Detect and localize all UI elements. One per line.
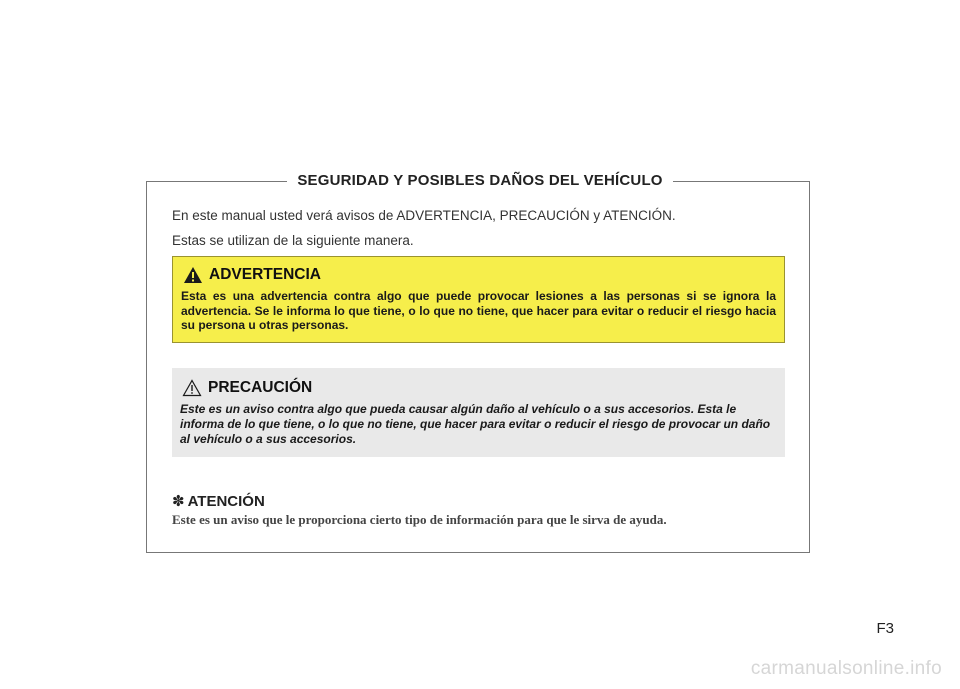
warning-triangle-outline-icon <box>182 379 202 397</box>
note-header <box>172 492 265 510</box>
note-title: ATENCIÓN <box>187 492 265 510</box>
asterisk-icon: ✽ <box>172 493 185 510</box>
warning-triangle-filled-icon <box>183 266 203 284</box>
caution-box <box>172 368 785 457</box>
page-number: F3 <box>876 620 894 637</box>
note-text: Este es un aviso que le proporciona cierto tipo de información para que le sirva de ayuda. <box>172 512 667 527</box>
warning-title: ADVERTENCIA <box>209 266 321 283</box>
caution-header <box>180 378 777 398</box>
section-title <box>0 171 960 191</box>
section-title-text: SEGURIDAD Y POSIBLES DAÑOS DEL VEHÍCULO <box>287 172 672 189</box>
caution-text: Este es un aviso contra algo que pueda causar algún daño al vehículo o a sus accesorios. Esta le informa de lo que tiene, o lo que no tiene, que hacer para evitar o reducir el riesgo de provocar un daño al vehículo o a sus accesorios. <box>180 402 771 446</box>
intro-line-2: Estas se utilizan de la siguiente manera. <box>172 233 414 248</box>
warning-header <box>181 265 776 285</box>
watermark: carmanualsonline.info <box>750 658 942 679</box>
caution-title: PRECAUCIÓN <box>208 379 313 396</box>
warning-text: Esta es una advertencia contra algo que puede provocar lesiones a las personas si se ignora la advertencia. Se le informa lo que tiene, o lo que no tiene, que hacer para evitar o reducir el riesgo hacia su persona u otras personas. <box>181 289 776 332</box>
warning-box <box>172 256 785 343</box>
intro-paragraph <box>172 203 676 253</box>
intro-line-1: En este manual usted verá avisos de ADVERTENCIA, PRECAUCIÓN y ATENCIÓN. <box>172 208 676 223</box>
